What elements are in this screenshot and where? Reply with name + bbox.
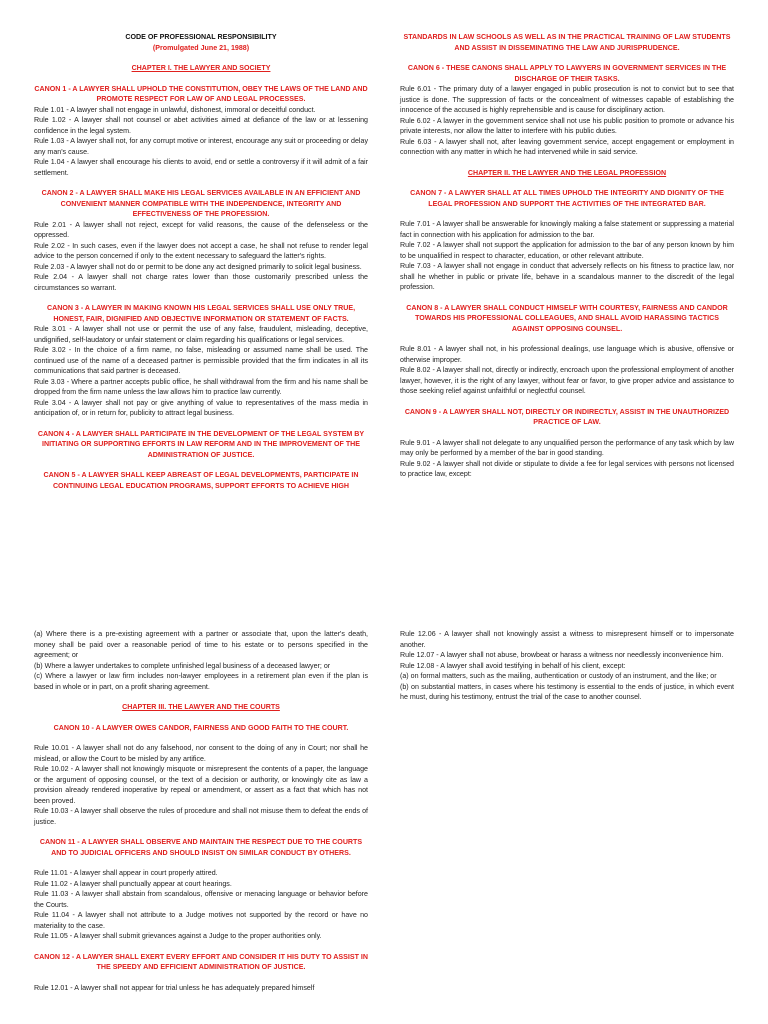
canon-8-heading: CANON 8 - A LAWYER SHALL CONDUCT HIMSELF WITH COURTESY, FAIRNESS AND CANDOR TOWARDS HIS PROFESSIONAL COLLEAGUES, AND SHALL AVOID HARASSING TACTICS AGAINST OPPOSING COUNSEL. [406,303,728,333]
rule-1-03: Rule 1.03 - A lawyer shall not, for any corrupt motive or interest, encourage any suit or proceeding or delay any man's cause. [34,137,368,156]
rule-10-02: Rule 10.02 - A lawyer shall not knowingly misquote or misrepresent the contents of a paper, the language or the argument of opposing counsel, or the text of a decision or authority, or knowingly cite as law a provision already rendered inoperative by repeal or amendment, or assert as a fact that which has not been proved. [34,765,368,805]
top-right-column [400,32,734,480]
rule-3-01: Rule 3.01 - A lawyer shall not use or permit the use of any false, fraudulent, misleading, deceptive, undignified, self-laudatory or unfair statement or claim regarding his qualifications or legal services. [34,325,368,344]
rule-11-01: Rule 11.01 - A lawyer shall appear in court properly attired. [34,869,218,877]
rule-6-03: Rule 6.03 - A lawyer shall not, after leaving government service, accept engagement or employment in connection with any matter in which he had intervened while in said service. [400,137,734,156]
document-title: CODE OF PROFESSIONAL RESPONSIBILITY [125,33,277,41]
rule-7-03: Rule 7.03 - A lawyer shall not engage in conduct that adversely reflects on his fitness to practice law, nor shall he whether in public or private life, behave in a scandalous manner to the discredit of the legal profession. [400,262,734,291]
rule-12-06: Rule 12.06 - A lawyer shall not knowingly assist a witness to misrepresent himself or to impersonate another. [400,630,734,649]
rule-2-02: Rule 2.02 - In such cases, even if the lawyer does not accept a case, he shall not refuse to render legal advice to the person concerned if only to the extent necessary to safeguard the latter's rights. [34,241,368,260]
rule-6-01: Rule 6.01 - The primary duty of a lawyer engaged in public prosecution is not to convict but to see that justice is done. The suppression of facts or the concealment of witnesses capable of establishing the innocence of the accused is highly reprehensible and is cause for disciplinary action. [400,85,734,114]
exception-a: (a) Where there is a pre-existing agreement with a partner or associate that, upon the latter's death, money shall be paid over a reasonable period of time to his estate or to persons specified in the agreement; or [34,630,368,659]
exception-b: (b) Where a lawyer undertakes to complete unfinished legal business of a deceased lawyer; or [34,661,331,670]
rule-10-01: Rule 10.01 - A lawyer shall not do any falsehood, nor consent to the doing of any in Court; nor shall he mislead, or allow the Court to be misled by any artifice. [34,744,368,763]
canon-5-heading: CANON 5 - A LAWYER SHALL KEEP ABREAST OF LEGAL DEVELOPMENTS, PARTICIPATE IN CONTINUING LEGAL EDUCATION PROGRAMS, SUPPORT EFFORTS TO ACHIEVE HIGH [43,471,359,490]
exception-12-08-b: (b) on substantial matters, in cases where his testimony is essential to the ends of justice, in which event he must, during his testimony, entrust the trial of the case to another counsel. [400,682,734,701]
bottom-left-column [34,629,368,993]
exception-12-08-a: (a) on formal matters, such as the mailing, authentication or custody of an instrument, and the like; or [400,672,717,680]
rule-6-02: Rule 6.02 - A lawyer in the government service shall not use his public position to promote or advance his private interests, nor allow the latter to interfere with his public duties. [400,116,734,135]
canon-3-heading: CANON 3 - A LAWYER IN MAKING KNOWN HIS LEGAL SERVICES SHALL USE ONLY TRUE, HONEST, FAIR, DIGNIFIED AND OBJECTIVE INFORMATION OR STATEMENT OF FACTS. [46,304,356,323]
chapter-2-heading: CHAPTER II. THE LAWYER AND THE LEGAL PROFESSION [467,168,667,177]
canon-5-continued: STANDARDS IN LAW SCHOOLS AS WELL AS IN THE PRACTICAL TRAINING OF LAW STUDENTS AND ASSIST IN DISSEMINATING THE LAW AND JURISPRUDENCE. [403,33,731,52]
bottom-right-column [400,629,734,703]
promulgation-date: (Promulgated June 21, 1988) [152,43,250,52]
rule-10-03: Rule 10.03 - A lawyer shall observe the rules of procedure and shall not misuse them to defeat the ends of justice. [34,807,368,826]
canon-1-heading: CANON 1 - A LAWYER SHALL UPHOLD THE CONSTITUTION, OBEY THE LAWS OF THE LAND AND PROMOTE RESPECT FOR LAW OF AND LEGAL PROCESSES. [34,84,368,103]
chapter-3-heading: CHAPTER III. THE LAWYER AND THE COURTS [122,703,280,711]
rule-2-04: Rule 2.04 - A lawyer shall not charge rates lower than those customarily prescribed unless the circumstances so warrant. [34,273,368,292]
canon-10-heading: CANON 10 - A LAWYER OWES CANDOR, FAIRNESS AND GOOD FAITH TO THE COURT. [53,723,349,732]
rule-12-08: Rule 12.08 - A lawyer shall avoid testifying in behalf of his client, except: [400,661,626,670]
rule-11-03: Rule 11.03 - A lawyer shall abstain from scandalous, offensive or menacing language or behavior before the Courts. [34,890,368,909]
canon-4-heading: CANON 4 - A LAWYER SHALL PARTICIPATE IN THE DEVELOPMENT OF THE LEGAL SYSTEM BY INITIATING OR SUPPORTING EFFORTS IN LAW REFORM AND IN THE IMPROVEMENT OF THE ADMINISTRATION OF JUSTICE. [37,429,365,459]
top-left-column [34,32,368,491]
canon-9-heading: CANON 9 - A LAWYER SHALL NOT, DIRECTLY OR INDIRECTLY, ASSIST IN THE UNAUTHORIZED PRACTICE OF LAW. [404,407,730,426]
canon-7-heading: CANON 7 - A LAWYER SHALL AT ALL TIMES UPHOLD THE INTEGRITY AND DIGNITY OF THE LEGAL PROFESSION AND SUPPORT THE ACTIVITIES OF THE INTEGRATED BAR. [410,189,724,208]
rule-11-05: Rule 11.05 - A lawyer shall submit grievances against a Judge to the proper authorities only. [34,932,322,940]
rule-1-02: Rule 1.02 - A lawyer shall not counsel or abet activities aimed at defiance of the law or at lessening confidence in the legal system. [34,116,368,135]
rule-11-04: Rule 11.04 - A lawyer shall not attribute to a Judge motives not supported by the record or have no materiality to the case. [34,911,368,930]
rule-8-02: Rule 8.02 - A lawyer shall not, directly or indirectly, encroach upon the professional employment of another lawyer, however, it is the right of any lawyer, without fear or favor, to give proper advice and assistance to those seeking relief against unfaithful or neglectful counsel. [400,366,734,395]
rule-3-04: Rule 3.04 - A lawyer shall not pay or give anything of value to representatives of the mass media in anticipation of, or in return for, publicity to attract legal business. [34,398,368,417]
rule-11-02: Rule 11.02 - A lawyer shall punctually appear at court hearings. [34,879,232,888]
rule-12-07: Rule 12.07 - A lawyer shall not abuse, browbeat or harass a witness nor needlessly inconvenience him. [400,651,724,659]
rule-2-03: Rule 2.03 - A lawyer shall not do or permit to be done any act designed primarily to solicit legal business. [34,262,362,271]
rule-3-02: Rule 3.02 - In the choice of a firm name, no false, misleading or assumed name shall be used. The continued use of the name of a deceased partner is permissible provided that the firm indicates in all its communications that said partner is deceased. [34,346,368,375]
rule-3-03: Rule 3.03 - Where a partner accepts public office, he shall withdrawal from the firm and his name shall be dropped from the firm name unless the law allows him to practice law currently. [34,377,368,396]
rule-12-01: Rule 12.01 - A lawyer shall not appear for trial unless he has adequately prepared himself [34,983,315,992]
rule-8-01: Rule 8.01 - A lawyer shall not, in his professional dealings, use language which is abusive, offensive or otherwise improper. [400,345,734,364]
rule-2-01: Rule 2.01 - A lawyer shall not reject, except for valid reasons, the cause of the defenseless or the oppressed. [34,220,368,239]
canon-6-heading: CANON 6 - THESE CANONS SHALL APPLY TO LAWYERS IN GOVERNMENT SERVICES IN THE DISCHARGE OF THEIR TASKS. [407,64,727,83]
canon-11-heading: CANON 11 - A LAWYER SHALL OBSERVE AND MAINTAIN THE RESPECT DUE TO THE COURTS AND TO JUDICIAL OFFICERS AND SHOULD INSIST ON SIMILAR CONDUCT BY OTHERS. [39,838,363,857]
chapter-1-heading: CHAPTER I. THE LAWYER AND SOCIETY [131,64,271,72]
rule-9-02: Rule 9.02 - A lawyer shall not divide or stipulate to divide a fee for legal services with persons not licensed to practice law, except: [400,459,734,478]
rule-1-04: Rule 1.04 - A lawyer shall encourage his clients to avoid, end or settle a controversy if it will admit of a fair settlement. [34,158,368,177]
rule-7-01: Rule 7.01 - A lawyer shall be answerable for knowingly making a false statement or suppressing a material fact in connection with his application for admission to the bar. [400,220,734,239]
rule-7-02: Rule 7.02 - A lawyer shall not support the application for admission to the bar of any person known by him to be unqualified in respect to character, education, or other relevant attribute. [400,241,734,260]
canon-2-heading: CANON 2 - A LAWYER SHALL MAKE HIS LEGAL SERVICES AVAILABLE IN AN EFFICIENT AND CONVENIENT MANNER COMPATIBLE WITH THE INDEPENDENCE, INTEGRITY AND EFFECTIVENESS OF THE PROFESSION. [41,189,361,218]
exception-c: (c) Where a lawyer or law firm includes non-lawyer employees in a retirement plan even if the plan is based in whole or in part, on a profit sharing agreement. [34,672,368,691]
canon-12-heading: CANON 12 - A LAWYER SHALL EXERT EVERY EFFORT AND CONSIDER IT HIS DUTY TO ASSIST IN THE SPEEDY AND EFFICIENT ADMINISTRATION OF JUSTICE. [34,952,368,971]
rule-9-01: Rule 9.01 - A lawyer shall not delegate to any unqualified person the performance of any task which by law may only be performed by a member of the bar in good standing. [400,438,734,457]
rule-1-01: Rule 1.01 - A lawyer shall not engage in unlawful, dishonest, immoral or deceitful conduct. [34,105,316,114]
